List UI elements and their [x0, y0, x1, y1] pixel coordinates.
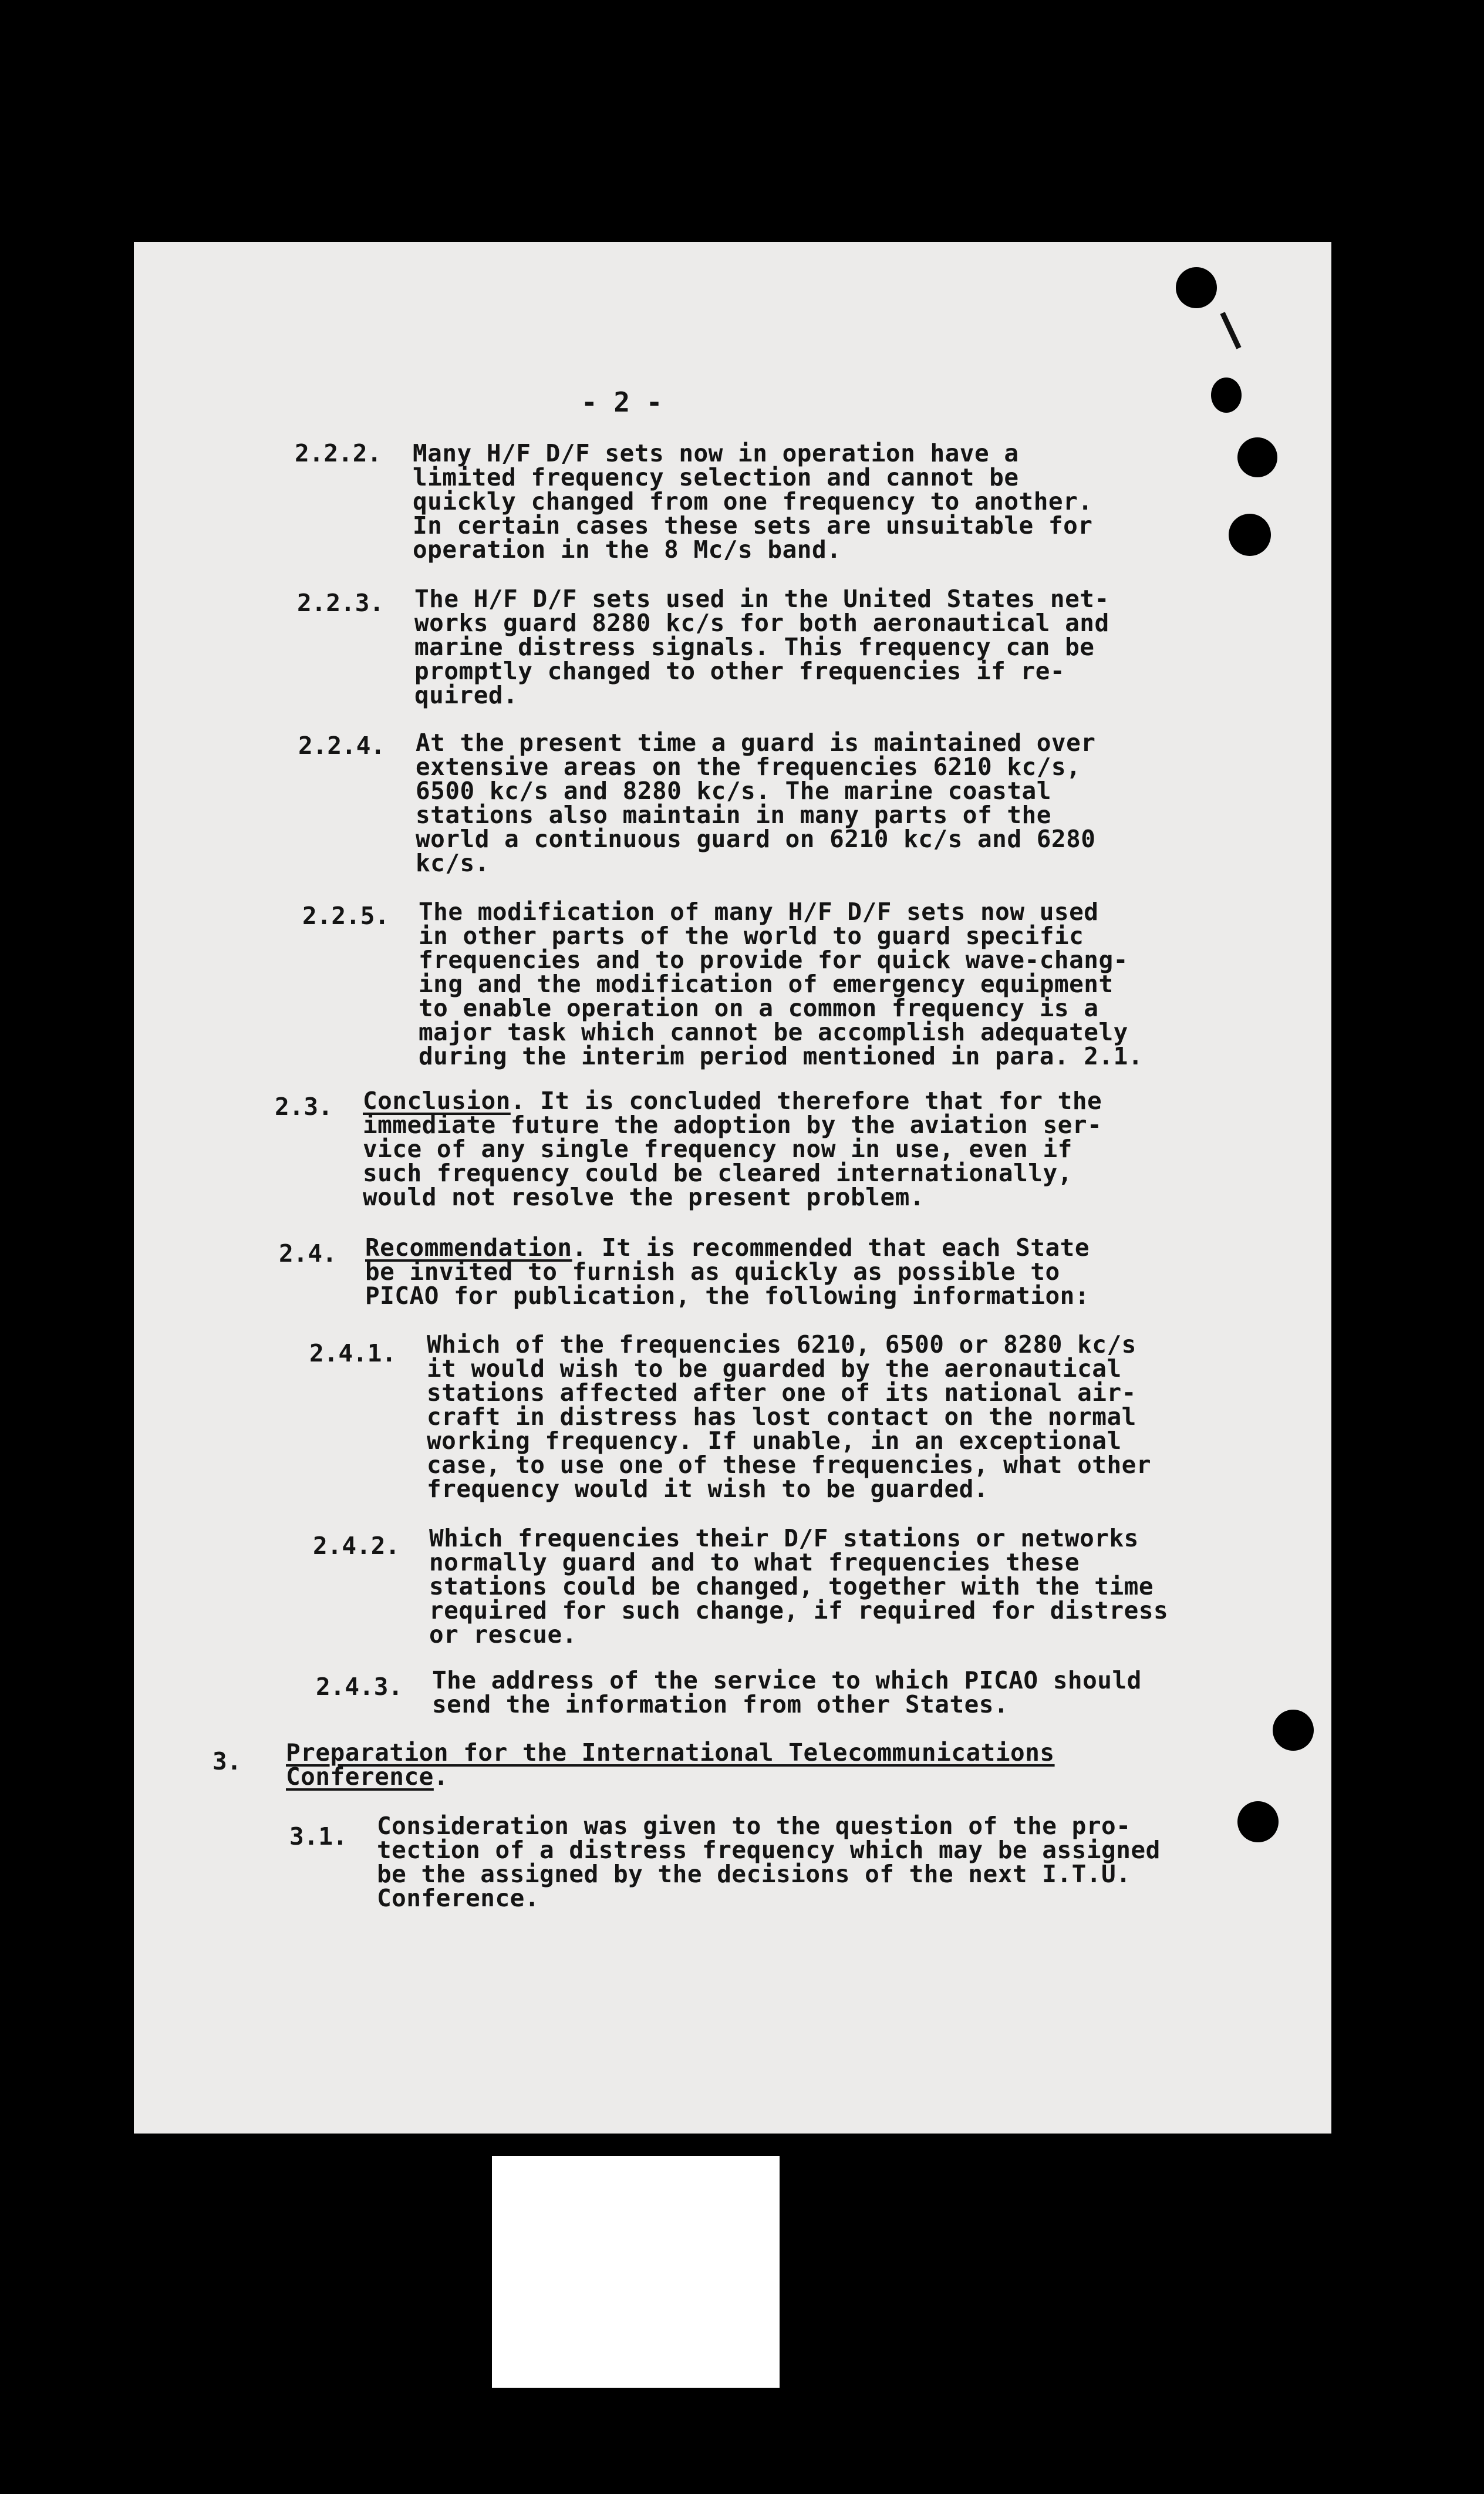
item-number: 2.2.3. — [297, 589, 385, 617]
punch-hole — [1273, 1710, 1314, 1751]
punch-hole — [1211, 378, 1242, 413]
punch-hole — [1229, 514, 1271, 556]
item-number: 2.2.4. — [298, 732, 386, 760]
punch-hole — [1237, 1801, 1279, 1842]
item-number: 2.4.3. — [316, 1673, 403, 1701]
item-3-1-text: Consideration was given to the question of the pro- tection of a distress frequency which may be assigned be the assigned by the decisions of the next I.T.U. Conference. — [377, 1812, 1161, 1912]
recommendation-heading: Recommendation — [365, 1233, 572, 1262]
item-2-2-4-text: At the present time a guard is maintained over extensive areas on the frequencies 6210 kc/s, 6500 kc/s and 8280 kc/s. The marine coastal stations also maintain in many parts of the world a continuous guard on 6210 kc/s and 6280 kc/s. — [416, 729, 1096, 877]
item-2-3-text: Conclusion. It is concluded therefore that for the immediate future the adoption by the aviation ser- vice of any single frequency now in use, even if such frequency could be cleared internationally, would not resolve the present problem. — [363, 1087, 1102, 1211]
item-number: 2.2.2. — [295, 439, 382, 467]
item-2-2-2-text: Many H/F D/F sets now in operation have a limited frequency selection and cannot be quickly changed from one frequency to another. In certain cases these sets are unsuitable for operation in the 8 Mc/s band. — [413, 439, 1093, 564]
conclusion-heading: Conclusion — [363, 1087, 511, 1115]
blank-label-card — [492, 2156, 780, 2388]
item-number: 2.4.2. — [313, 1532, 400, 1560]
item-2-2-5-text: The modification of many H/F D/F sets now used in other parts of the world to guard specific frequencies and to provide for quick wave-chang- ing and the modification of emergency equipment to enable operation on a common frequency is a major task which cannot be accomplish adequately during the interim period mentioned in para. 2.1. — [419, 898, 1144, 1070]
item-number: 2.4. — [279, 1239, 337, 1268]
item-2-4-3-text: The address of the service to which PICAO should send the information from other States. — [432, 1666, 1142, 1718]
item-2-4-2-text: Which frequencies their D/F stations or networks normally guard and to what frequencies these stations could be changed, together with the time required for such change, if required for distress or rescue. — [429, 1524, 1169, 1649]
item-number: 2.4.1. — [309, 1339, 397, 1367]
item-number: 2.3. — [275, 1093, 333, 1121]
item-2-4-text: Recommendation. It is recommended that each State be invited to furnish as quickly as possible to PICAO for publication, the following information: — [365, 1233, 1090, 1310]
punch-hole — [1237, 437, 1277, 477]
page-number: - 2 - — [581, 386, 663, 418]
item-2-4-1-text: Which of the frequencies 6210, 6500 or 8280 kc/s it would wish to be guarded by the aeronautical stations affected after one of its national air- craft in distress has lost contact on the normal working frequency. If unable, in an exceptional case, to use one of these frequencies, what other frequency would it wish to be guarded. — [427, 1330, 1152, 1503]
item-number: 3. — [213, 1747, 242, 1775]
section-3-heading: Preparation for the International Telecommunications Conference. — [286, 1738, 1055, 1791]
item-number: 3.1. — [289, 1822, 348, 1851]
item-2-2-3-text: The H/F D/F sets used in the United States net- works guard 8280 kc/s for both aeronautical and marine distress signals. This frequency can be promptly changed to other frequencies if re- quired. — [414, 585, 1109, 709]
punch-hole — [1176, 267, 1217, 308]
item-number: 2.2.5. — [302, 902, 390, 930]
